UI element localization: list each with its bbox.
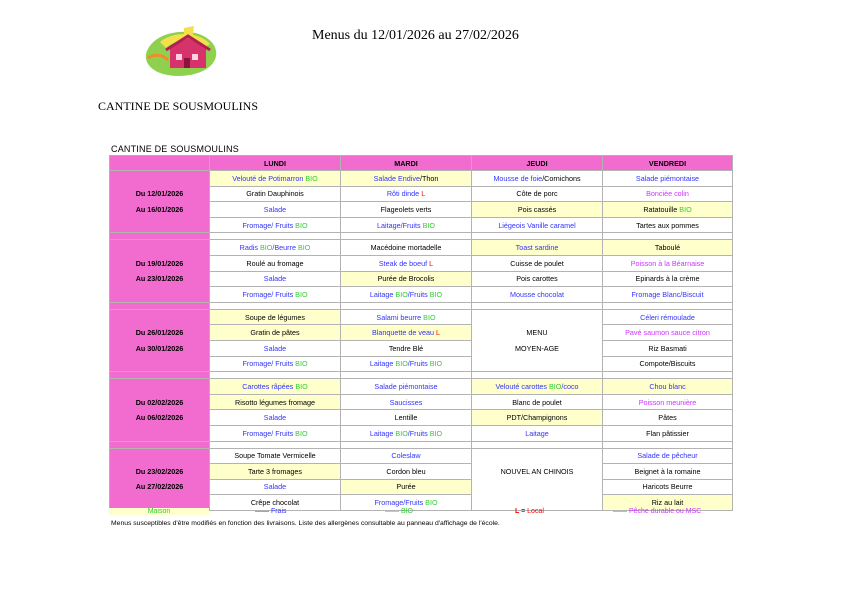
menu-item-text: Haricots Beurre [642,482,693,492]
menu-cell [472,394,603,410]
spacer-cell [341,441,472,448]
menu-cell [603,287,733,303]
menu-cell [341,325,472,341]
menu-item-text: Côte de porc [516,189,558,199]
menu-cell [210,425,341,441]
table-row [110,379,733,395]
menu-body [110,171,733,511]
menu-item-text: BIO [425,498,438,508]
menu-item-text: Crêpe chocolat [250,498,300,508]
spacer-cell [210,302,341,309]
menu-cell [603,240,733,256]
legend-maison: Maison [109,508,209,515]
menu-item-text: Beignet à la romaine [634,466,701,476]
menu-item-text: Céleri rémoulade [640,312,695,322]
legend-local-label: Local [527,508,544,515]
menu-cell [210,464,341,480]
menu-cell [603,202,733,218]
menu-item-text: Laitage [369,289,396,299]
header-day-mardi: MARDI [341,156,472,171]
header-day-jeudi: JEUDI [472,156,603,171]
menu-cell [472,325,603,341]
spacer-cell [603,441,733,448]
menu-item-text: Blanc de poulet [512,397,562,407]
menu-item-text: BIO [429,428,443,438]
week-spacer-row [110,302,733,309]
menu-item-text: BIO [429,289,443,299]
menu-cell [603,479,733,495]
date-cell [110,233,210,240]
spacer-cell [472,441,603,448]
menu-cell [603,325,733,341]
menu-item-text: BIO [295,359,308,369]
header-empty-cell [110,156,210,171]
spacer-cell [603,302,733,309]
menu-item-text: Salade piémontaise [374,381,438,391]
menu-item-text: BIO [295,381,308,391]
menu-item-text: MENU [526,328,548,338]
spacer-cell [603,372,733,379]
school-logo-icon [140,24,224,82]
week-spacer-row [110,372,733,379]
menu-cell [341,340,472,356]
menu-cell [210,271,341,287]
spacer-cell [341,233,472,240]
menu-item-text: Fromage/ Fruits [242,220,296,230]
week-end-date: Au 16/01/2026 [110,202,210,218]
menu-item-text: BIO [297,243,311,253]
menu-cell [472,271,603,287]
menu-item-text: Steak de boeuf [378,258,430,268]
table-row [110,479,733,495]
menu-cell [341,309,472,325]
menu-cell [472,464,603,480]
menu-cell [472,309,603,325]
menu-item-text: /Fruits [407,359,430,369]
menu-item-text: BIO [548,381,562,391]
menu-item-text: L [429,258,434,268]
date-cell [110,309,210,325]
menu-item-text: Salade [263,204,287,214]
menu-item-text: BIO [260,243,273,253]
menu-cell [603,448,733,464]
menu-item-text: Laitage [369,359,396,369]
menu-item-text: L [421,189,426,199]
menu-item-text: BIO [423,312,436,322]
menu-item-text: BIO [429,359,443,369]
menu-cell [603,340,733,356]
menu-item-text: Ratatouille [643,204,680,214]
menu-item-text: Blanquette de veau [372,328,436,338]
menu-item-text: Fromage Blanc/Biscuit [631,289,704,299]
table-row [110,448,733,464]
date-cell [110,302,210,309]
menu-cell [210,309,341,325]
menu-cell [472,356,603,372]
menu-item-text: Salade Endive [373,173,420,183]
menu-item-text: Toast sardine [515,243,559,253]
menu-item-text: PDT/Champignons [506,413,568,423]
menu-item-text: BIO [395,289,408,299]
menu-item-text: Radis [239,243,260,253]
menu-cell [472,379,603,395]
menu-item-text: /Fruits [407,428,430,438]
menu-item-text: NOUVEL AN CHINOIS [500,466,574,476]
menu-item-text: Salade [263,482,287,492]
menu-item-text: Gratin de pâtes [250,328,300,338]
menu-cell [603,379,733,395]
menu-item-text: Chou blanc [649,381,686,391]
menu-item-text: MOYEN-AGE [515,343,559,353]
menu-item-text: BIO [295,289,308,299]
spacer-cell [472,233,603,240]
spacer-cell [210,233,341,240]
menu-item-text: Pois cassés [517,204,557,214]
menu-item-text: Boncièe colin [646,189,689,199]
menu-item-text: Flan pâtissier [646,428,689,438]
menu-cell [341,394,472,410]
date-cell [110,217,210,233]
menu-item-text: Fromage/ Fruits [242,289,296,299]
legend [109,507,732,518]
menu-cell [341,217,472,233]
date-cell [110,240,210,256]
menu-cell [341,479,472,495]
menu-cell [341,410,472,426]
menu-item-text: Laitage [369,428,396,438]
menu-cell [341,255,472,271]
menu-cell [472,479,603,495]
table-row [110,464,733,480]
week-start-date: Du 23/02/2026 [110,464,210,480]
menu-cell [603,255,733,271]
menu-cell [472,410,603,426]
menu-item-text: Salade [263,413,287,423]
menu-item-text: Carottes râpées [242,381,296,391]
week-end-date: Au 23/01/2026 [110,271,210,287]
table-row [110,287,733,303]
menu-cell [210,448,341,464]
menu-item-text: Macédoine mortadelle [370,243,442,253]
menu-item-text: Purée de Brocolis [377,274,435,284]
menu-item-text: /Beurre [272,243,298,253]
spacer-cell [603,233,733,240]
spacer-cell [210,441,341,448]
menu-item-text: Taboulé [654,243,681,253]
date-cell [110,171,210,187]
spacer-cell [341,372,472,379]
menu-cell [603,410,733,426]
menu-cell [603,309,733,325]
legend-local-letter: L = [515,508,528,515]
menu-cell [472,217,603,233]
menu-item-text: BIO [305,173,318,183]
menu-cell [603,356,733,372]
table-row [110,410,733,426]
week-end-date: Au 06/02/2026 [110,410,210,426]
date-cell [110,287,210,303]
menu-cell [341,271,472,287]
table-title: CANTINE DE SOUSMOULINS [111,144,239,154]
menu-item-text: BIO [395,359,408,369]
menu-item-text: Coleslaw [391,451,421,461]
week-start-date: Du 12/01/2026 [110,186,210,202]
menu-item-text: Mousse chocolat [510,289,564,299]
menu-item-text: Poisson à la Béarnaise [630,258,705,268]
menu-cell [472,448,603,464]
menu-item-text: Rôti dinde [386,189,422,199]
menu-cell [341,425,472,441]
date-cell [110,441,210,448]
legend-local [515,508,544,515]
date-cell [110,372,210,379]
menu-item-text: BIO [295,220,308,230]
menu-cell [210,287,341,303]
legend-peche: —— Pêche durable ou MSC [613,508,702,515]
menu-cell [603,394,733,410]
week-spacer-row [110,441,733,448]
menu-cell [341,379,472,395]
menu-item-text: /Fruits [407,289,430,299]
menu-cell [603,217,733,233]
table-row [110,240,733,256]
canteen-name: CANTINE DE SOUSMOULINS [98,99,259,113]
menu-item-text: Compote/Biscuits [639,359,696,369]
menu-item-text: Laitage/Fruits [377,220,423,230]
week-spacer-row [110,233,733,240]
menu-cell [472,255,603,271]
header-day-lundi: LUNDI [210,156,341,171]
spacer-cell [341,302,472,309]
menu-item-text: Purée [396,482,416,492]
table-row [110,202,733,218]
menu-item-text: Pâtes [658,413,677,423]
table-row [110,425,733,441]
menu-item-text: Poisson meunière [638,397,697,407]
menu-cell [341,171,472,187]
menu-cell [341,287,472,303]
menu-cell [603,464,733,480]
menu-cell [341,464,472,480]
spacer-cell [472,302,603,309]
menu-item-text: Salami beurre [376,312,424,322]
menu-cell [472,171,603,187]
menu-cell [210,394,341,410]
week-end-date: Au 27/02/2026 [110,479,210,495]
menu-item-text: Velouté de Potimarron [232,173,306,183]
menu-item-text: Flageolets verts [380,204,432,214]
menu-cell [472,202,603,218]
menu-item-text: Pavé saumon sauce citron [625,328,710,338]
menu-cell [210,217,341,233]
menu-item-text: Fromage/ Fruits [242,428,296,438]
menu-cell [210,479,341,495]
menu-cell [210,325,341,341]
legend-frais: —— Frais [255,508,287,515]
menu-item-text: Tartes aux pommes [636,220,699,230]
menu-item-text: Velouté carottes [495,381,549,391]
menu-cell [210,186,341,202]
menu-cell [472,240,603,256]
menu-cell [341,186,472,202]
menu-item-text: BIO [422,220,435,230]
table-row [110,394,733,410]
menu-cell [210,202,341,218]
footer-note: Menus susceptibles d'être modifiés en fonction des livraisons. Liste des allergènes consultable au panneau d'affichage de l'école. [111,520,500,527]
menu-item-text: Lentille [394,413,418,423]
menu-cell [210,171,341,187]
menu-cell [472,340,603,356]
menu-cell [341,356,472,372]
spacer-cell [210,372,341,379]
menu-item-text: /coco [561,381,579,391]
menu-cell [210,240,341,256]
menu-cell [341,202,472,218]
menu-item-text: Cordon bleu [386,466,426,476]
menu-item-text: Roulé au fromage [246,258,304,268]
menu-item-text: Salade piémontaise [635,173,700,183]
menu-item-text: Gratin Dauphinois [246,189,304,199]
page-title: Menus du 12/01/2026 au 27/02/2026 [312,28,519,43]
table-row [110,255,733,271]
menu-item-text: L [435,328,440,338]
table-row [110,271,733,287]
menu-item-text: Soupe Tomate Vermicelle [234,451,316,461]
table-row [110,171,733,187]
menu-cell [210,356,341,372]
menu-item-text: Mousse de foie [493,173,543,183]
week-start-date: Du 19/01/2026 [110,255,210,271]
table-row [110,309,733,325]
week-start-date: Du 02/02/2026 [110,394,210,410]
menu-cell [472,287,603,303]
menu-item-text: Soupe de légumes [245,312,305,322]
menu-cell [210,340,341,356]
menu-item-text: Riz au lait [651,498,684,508]
date-cell [110,356,210,372]
menu-cell [472,425,603,441]
menu-table [109,155,733,511]
date-cell [110,425,210,441]
menu-item-text: Salade [263,274,287,284]
menu-cell [210,255,341,271]
menu-item-text: BIO [295,428,308,438]
menu-cell [603,171,733,187]
menu-cell [210,379,341,395]
table-row [110,356,733,372]
week-end-date: Au 30/01/2026 [110,340,210,356]
menu-item-text: Salade de pêcheur [637,451,698,461]
menu-item-text: /Cornichons [542,173,581,183]
table-row [110,217,733,233]
menu-item-text: Tendre Blé [388,343,424,353]
date-cell [110,379,210,395]
menu-item-text: Tarte 3 fromages [248,466,302,476]
table-row [110,325,733,341]
menu-cell [341,240,472,256]
menu-item-text: Riz Basmati [648,343,687,353]
menu-item-text: Pois carottes [516,274,558,284]
header-day-vendredi: VENDREDI [603,156,733,171]
menu-cell [341,448,472,464]
menu-item-text: Fromage/Fruits [374,498,426,508]
legend-bio: —— BIO [385,508,414,515]
menu-item-text: Saucisses [389,397,423,407]
menu-item-text: Fromage/ Fruits [242,359,296,369]
menu-cell [472,186,603,202]
menu-item-text: Cuisse de poulet [510,258,564,268]
menu-cell [603,425,733,441]
menu-item-text: BIO [679,204,692,214]
menu-item-text: Epinards à la crème [635,274,700,284]
menu-item-text: Laitage [525,428,549,438]
spacer-cell [472,372,603,379]
week-start-date: Du 26/01/2026 [110,325,210,341]
menu-item-text: Salade [263,343,287,353]
menu-item-text: Risotto légumes fromage [235,397,315,407]
menu-cell [210,410,341,426]
table-row [110,340,733,356]
menu-item-text: /Thon [419,173,439,183]
table-header-row [110,156,733,171]
menu-item-text: Liégeois Vanille caramel [498,220,576,230]
menu-cell [603,186,733,202]
date-cell [110,448,210,464]
menu-item-text: BIO [395,428,408,438]
menu-cell [603,271,733,287]
table-row [110,186,733,202]
